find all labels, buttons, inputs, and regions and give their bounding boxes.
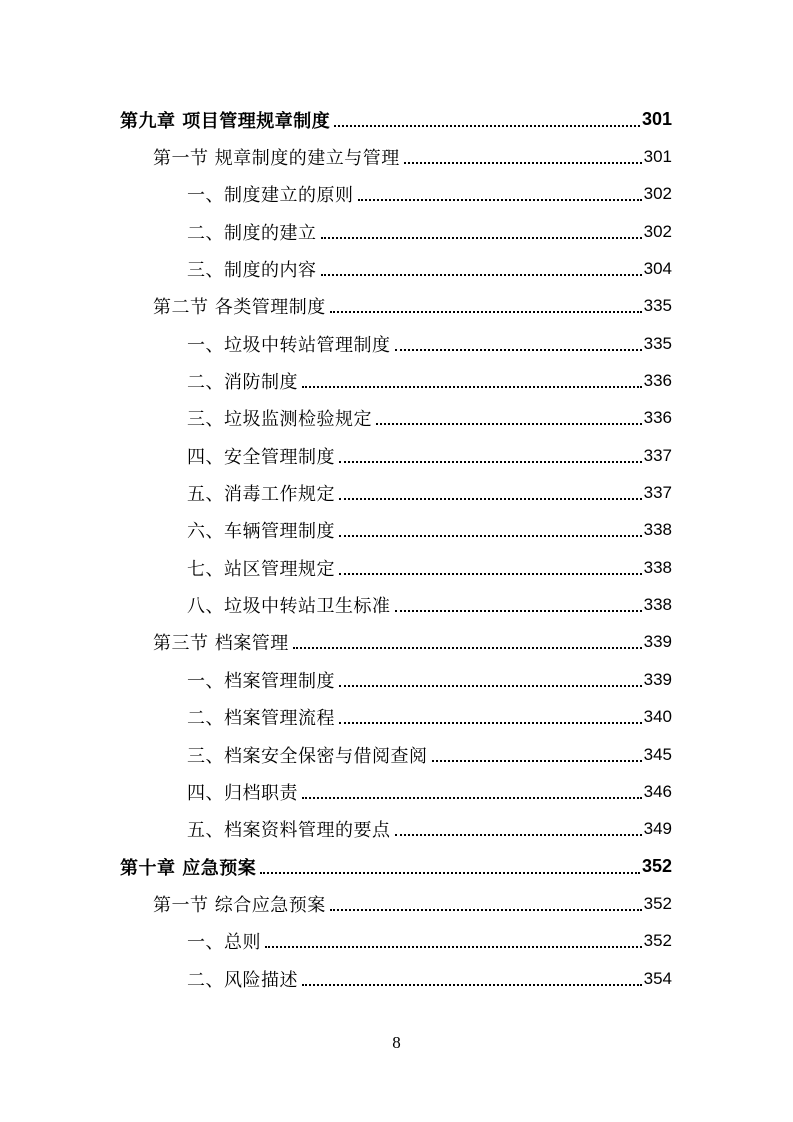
toc-entry[interactable] — [0, 213, 793, 250]
toc-entry[interactable] — [0, 512, 793, 549]
toc-dot-leader — [260, 854, 640, 874]
toc-entry-title: 一、垃圾中转站管理制度 — [187, 334, 391, 356]
toc-entry-title: 一、总则 — [187, 932, 261, 954]
toc-entry-page: 340 — [643, 707, 672, 727]
toc-entry-page: 352 — [643, 931, 672, 951]
toc-entry-title: 一、档案管理制度 — [187, 670, 335, 692]
toc-dot-leader — [339, 667, 642, 687]
toc-entry-title: 第三节 档案管理 — [153, 633, 289, 655]
toc-entry[interactable] — [0, 624, 793, 661]
toc-entry[interactable] — [0, 960, 793, 997]
toc-entry-title: 三、档案安全保密与借阅查阅 — [187, 745, 428, 767]
toc-entry[interactable] — [0, 138, 793, 175]
toc-dot-leader — [302, 966, 642, 986]
toc-entry[interactable] — [0, 586, 793, 623]
toc-entry-page: 301 — [641, 109, 672, 130]
toc-entry-page: 352 — [641, 856, 672, 877]
toc-entry[interactable] — [0, 250, 793, 287]
toc-entry-page: 345 — [643, 744, 672, 764]
toc-entry-title: 八、垃圾中转站卫生标准 — [187, 596, 391, 618]
toc-entry-title: 五、消毒工作规定 — [187, 484, 335, 506]
toc-entry[interactable] — [0, 699, 793, 736]
toc-entry-page: 354 — [643, 968, 672, 988]
toc-dot-leader — [321, 219, 642, 239]
toc-entry[interactable] — [0, 400, 793, 437]
toc-entry[interactable] — [0, 736, 793, 773]
toc-dot-leader — [395, 592, 642, 612]
toc-entry-title: 第十章 应急预案 — [120, 857, 257, 879]
toc-entry-title: 四、安全管理制度 — [187, 446, 335, 468]
toc-entry-page: 335 — [643, 296, 672, 316]
toc-entry-page: 335 — [643, 333, 672, 353]
toc-dot-leader — [432, 742, 642, 762]
toc-entry-title: 二、制度的建立 — [187, 222, 317, 244]
toc-entry-page: 339 — [643, 669, 672, 689]
toc-dot-leader — [321, 256, 642, 276]
toc-entry-page: 338 — [643, 595, 672, 615]
toc-entry-page: 302 — [643, 184, 672, 204]
toc-entry[interactable] — [0, 923, 793, 960]
toc-dot-leader — [265, 928, 642, 948]
toc-entry-title: 四、归档职责 — [187, 782, 298, 804]
toc-entry[interactable] — [0, 437, 793, 474]
toc-entry[interactable] — [0, 101, 793, 138]
toc-dot-leader — [339, 517, 642, 537]
toc-dot-leader — [330, 293, 642, 313]
toc-dot-leader — [395, 816, 642, 836]
toc-entry-page: 339 — [643, 632, 672, 652]
toc-entry-title: 三、垃圾监测检验规定 — [187, 409, 372, 431]
toc-entry[interactable] — [0, 325, 793, 362]
toc-dot-leader — [339, 480, 642, 500]
toc-entry-title: 二、档案管理流程 — [187, 708, 335, 730]
toc-dot-leader — [302, 368, 642, 388]
toc-dot-leader — [330, 891, 642, 911]
toc-entry-page: 352 — [643, 893, 672, 913]
toc-entry-page: 337 — [643, 483, 672, 503]
toc-dot-leader — [334, 107, 640, 127]
table-of-contents — [0, 101, 793, 997]
toc-dot-leader — [395, 331, 642, 351]
toc-entry[interactable] — [0, 474, 793, 511]
toc-entry-title: 二、风险描述 — [187, 969, 298, 991]
toc-entry-page: 304 — [643, 259, 672, 279]
toc-entry[interactable] — [0, 176, 793, 213]
toc-entry-page: 337 — [643, 445, 672, 465]
toc-entry-title: 第一节 综合应急预案 — [153, 894, 326, 916]
toc-dot-leader — [404, 144, 642, 164]
toc-entry[interactable] — [0, 885, 793, 922]
toc-entry-page: 301 — [643, 147, 672, 167]
toc-entry[interactable] — [0, 288, 793, 325]
toc-dot-leader — [339, 555, 642, 575]
toc-entry-title: 二、消防制度 — [187, 372, 298, 394]
toc-entry-title: 三、制度的内容 — [187, 260, 317, 282]
toc-dot-leader — [293, 629, 642, 649]
toc-dot-leader — [339, 704, 642, 724]
toc-entry-title: 七、站区管理规定 — [187, 558, 335, 580]
toc-entry-page: 336 — [643, 371, 672, 391]
toc-entry-page: 349 — [643, 819, 672, 839]
toc-dot-leader — [358, 181, 642, 201]
toc-entry-page: 346 — [643, 781, 672, 801]
toc-entry-title: 六、车辆管理制度 — [187, 521, 335, 543]
toc-dot-leader — [302, 779, 642, 799]
toc-entry[interactable] — [0, 811, 793, 848]
toc-entry-title: 第二节 各类管理制度 — [153, 297, 326, 319]
toc-entry-page: 336 — [643, 408, 672, 428]
toc-entry[interactable] — [0, 848, 793, 885]
toc-dot-leader — [376, 405, 642, 425]
page-number: 8 — [392, 1033, 401, 1052]
toc-entry-title: 五、档案资料管理的要点 — [187, 820, 391, 842]
toc-entry[interactable] — [0, 661, 793, 698]
toc-entry-page: 302 — [643, 221, 672, 241]
toc-dot-leader — [339, 443, 642, 463]
toc-entry-title: 第一节 规章制度的建立与管理 — [153, 148, 400, 170]
toc-entry[interactable] — [0, 362, 793, 399]
toc-entry-page: 338 — [643, 520, 672, 540]
toc-entry-title: 第九章 项目管理规章制度 — [120, 110, 331, 132]
toc-entry-page: 338 — [643, 557, 672, 577]
toc-entry[interactable] — [0, 773, 793, 810]
toc-entry[interactable] — [0, 549, 793, 586]
toc-entry-title: 一、制度建立的原则 — [187, 185, 354, 207]
